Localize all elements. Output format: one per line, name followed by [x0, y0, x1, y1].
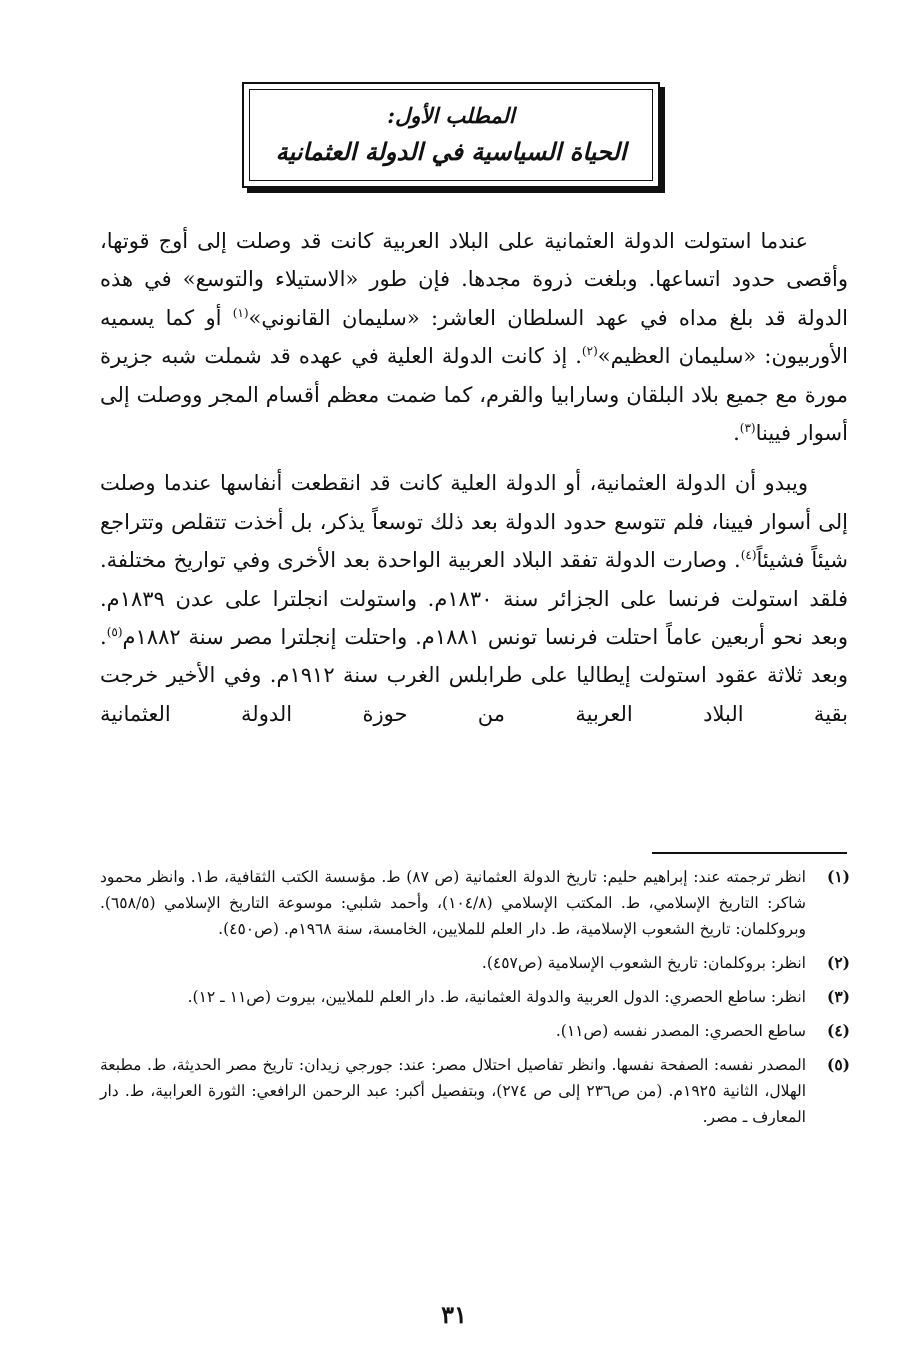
- footnote-text: ساطع الحصري: المصدر نفسه (ص١١).: [555, 1022, 806, 1040]
- text-segment: . وبعد ثلاثة عقود استولت إيطاليا على طرابلس الغرب سنة ١٩١٢م. وفي الأخير خرجت بقية البلاد العربية من حوزة الدولة العثمانية: [100, 625, 848, 726]
- footnote-number: (٢): [826, 953, 850, 972]
- footnote: [100, 1018, 850, 1044]
- text-segment: عندما استولت الدولة العثمانية على البلاد العربية كانت قد وصلت إلى أوج قوتها، وأقصى حدود اتساعها. وبلغت ذروة مجدها. فإن طور «الاستيلاء والتوسع» في هذه الدولة قد بلغ مداه في عهد السلطان العاشر: «سليمان القانوني»: [100, 229, 848, 330]
- footnote-number: (٥): [826, 1055, 850, 1074]
- text-segment: أو كما يسميه الأوربيون: «سليمان العظيم»: [100, 305, 848, 369]
- footnote: [100, 950, 850, 976]
- footnote: [100, 864, 850, 942]
- text-segment: .: [733, 421, 740, 446]
- section-title-box: [242, 82, 660, 188]
- footnote-number: (٣): [826, 987, 850, 1006]
- footnote-text: انظر ترجمته عند: إبراهيم حليم: تاريخ الدولة العثمانية (ص ٨٧) ط. مؤسسة الكتب الثقافية، ط١. وانظر محمود شاكر: التاريخ الإسلامي، ط. المكتب الإسلامي (١٠٤/٨)، وأحمد شلبي: موسوعة التاريخ الإسلامي (٦٥٨/٥). وبروكلمان: تاريخ الشعوب الإسلامية، ط. دار العلم للملايين، الخامسة، سنة ١٩٦٨م. (ص٤٥٠).: [100, 868, 806, 938]
- footnote-text: انظر: ساطع الحصري: الدول العربية والدولة العثمانية، ط. دار العلم للملايين، بيروت (ص١١ ـ ١٢).: [187, 988, 806, 1006]
- footnote-separator: [652, 852, 847, 854]
- footnote-ref: (٥): [106, 625, 123, 640]
- footnote: [100, 1052, 850, 1130]
- page-number: ٣١: [441, 1300, 467, 1329]
- section-subtitle: المطلب الأول:: [387, 103, 515, 128]
- footnote-text: المصدر نفسه: الصفحة نفسها. وانظر تفاصيل احتلال مصر: عند: جورجي زيدان: تاريخ مصر الحديثة، ط. مطبعة الهلال، الثانية ١٩٢٥م. (من ص٢٣٦ إلى ص ٢٧٤)، وبتفصيل أكبر: عبد الرحمن الرافعي: الثورة العرابية، ط. دار المعارف ـ مصر.: [100, 1056, 807, 1126]
- text-segment: . وصارت الدولة تفقد البلاد العربية الواحدة بعد الأخرى وفي تواريخ مختلفة. فلقد استولت فرنسا على الجزائر سنة ١٨٣٠م. واستولت انجلترا على عدن ١٨٣٩م. وبعد نحو أربعين عاماً احتلت فرنسا تونس ١٨٨١م. واحتلت إنجلترا مصر سنة ١٨٨٢م: [100, 548, 849, 650]
- main-text: [100, 222, 848, 733]
- footnotes: [100, 864, 850, 1138]
- footnote-text: انظر: بروكلمان: تاريخ الشعوب الإسلامية (ص٤٥٧).: [481, 954, 806, 972]
- footnote-number: (٤): [826, 1021, 850, 1040]
- footnote-ref: (٢): [581, 344, 598, 359]
- footnote-ref: (٣): [739, 421, 756, 436]
- footnote: [100, 984, 850, 1010]
- paragraph-2: [100, 464, 848, 733]
- footnote-ref: (٤): [740, 548, 757, 563]
- section-title-inner-border: [249, 89, 653, 181]
- footnote-ref: (١): [232, 305, 249, 320]
- footnote-number: (١): [826, 867, 850, 886]
- text-segment: ويبدو أن الدولة العثمانية، أو الدولة العلية كانت قد انقطعت أنفاسها عندما وصلت إلى أسوار فيينا، فلم تتوسع حدود الدولة بعد ذلك توسعاً يذكر، بل أخذت تتقلص وتتراجع شيئاً فشيئاً: [100, 471, 848, 573]
- text-segment: . إذ كانت الدولة العلية في عهده قد شملت شبه جزيرة مورة مع جميع بلاد البلقان وسارابيا والقرم، كما ضمت معظم أقسام المجر ووصلت إلى أسوار فيينا: [100, 344, 848, 446]
- section-title: الحياة السياسية في الدولة العثمانية: [275, 137, 627, 166]
- paragraph-1: [100, 222, 848, 452]
